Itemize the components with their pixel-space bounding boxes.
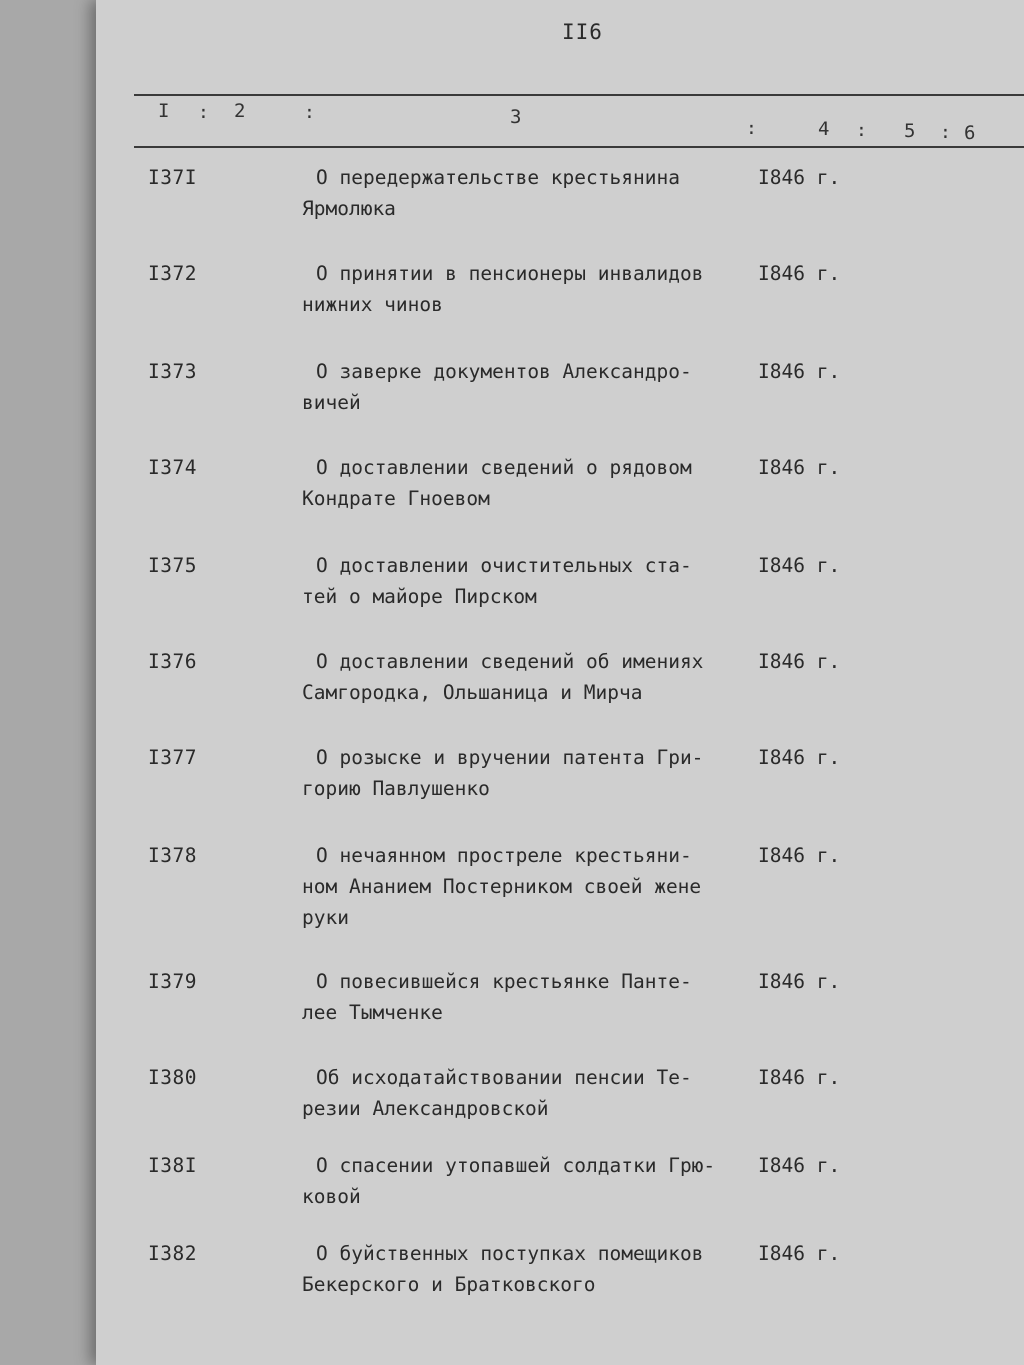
column-separator: :	[304, 102, 315, 123]
record-title	[302, 1062, 752, 1124]
column-header-4: 4	[818, 118, 830, 140]
column-header-1: I	[158, 100, 170, 122]
record-title-line: Бекерского и Братковского	[302, 1273, 596, 1296]
column-separator: :	[940, 122, 951, 143]
record-number: I37I	[148, 166, 197, 189]
record-number: I380	[148, 1066, 197, 1089]
record-title-line: О доставлении сведений о рядовом	[316, 456, 692, 479]
record-title	[302, 162, 752, 224]
page-number: II6	[562, 20, 603, 44]
record-year: I846 г.	[758, 1242, 841, 1265]
record-year: I846 г.	[758, 650, 841, 673]
record-title-line: Самгородка, Ольшаница и Мирча	[302, 681, 643, 704]
record-title-line: О доставлении сведений об имениях	[316, 650, 704, 673]
record-number: I376	[148, 650, 197, 673]
column-header-6: 6	[964, 122, 976, 144]
record-title-line: ном Ананием Постерником своей жене	[302, 875, 702, 898]
column-header-5: 5	[904, 120, 916, 142]
record-year: I846 г.	[758, 554, 841, 577]
column-header-3: 3	[510, 106, 522, 128]
record-number: I375	[148, 554, 197, 577]
record-year: I846 г.	[758, 1154, 841, 1177]
record-title-line: горию Павлушенко	[302, 777, 490, 800]
record-title-line: О доставлении очистительных ста-	[316, 554, 692, 577]
record-year: I846 г.	[758, 746, 841, 769]
record-title-line: ковой	[302, 1185, 361, 1208]
record-title	[302, 1238, 752, 1300]
record-title-line: Об исходатайствовании пенсии Те-	[316, 1066, 692, 1089]
column-separator: :	[198, 102, 209, 123]
column-separator: :	[856, 120, 867, 141]
record-title	[302, 550, 752, 612]
record-year: I846 г.	[758, 1066, 841, 1089]
record-number: I372	[148, 262, 197, 285]
record-title	[302, 966, 752, 1028]
record-year: I846 г.	[758, 360, 841, 383]
record-title	[302, 452, 752, 514]
record-title	[302, 356, 752, 418]
record-number: I373	[148, 360, 197, 383]
record-year: I846 г.	[758, 456, 841, 479]
document-page	[96, 0, 1024, 1365]
record-title-line: О нечаянном простреле крестьяни-	[316, 844, 692, 867]
record-number: I374	[148, 456, 197, 479]
record-title	[302, 646, 752, 708]
record-title	[302, 840, 752, 933]
record-number: I379	[148, 970, 197, 993]
record-title-line: О принятии в пенсионеры инвалидов	[316, 262, 704, 285]
record-title-line: резии Александровской	[302, 1097, 549, 1120]
record-number: I38I	[148, 1154, 197, 1177]
record-title-line: О спасении утопавшей солдатки Грю-	[316, 1154, 716, 1177]
record-title-line: О передержательстве крестьянина	[316, 166, 680, 189]
record-title	[302, 742, 752, 804]
record-year: I846 г.	[758, 166, 841, 189]
record-number: I382	[148, 1242, 197, 1265]
column-separator: :	[746, 118, 757, 139]
record-title-line: руки	[302, 906, 349, 929]
record-title-line: О повесившейся крестьянке Панте-	[316, 970, 692, 993]
record-title-line: нижних чинов	[302, 293, 443, 316]
column-header-2: 2	[234, 100, 246, 122]
record-title-line: тей о майоре Пирском	[302, 585, 537, 608]
record-year: I846 г.	[758, 262, 841, 285]
record-title-line: О розыске и вручении патента Гри-	[316, 746, 704, 769]
record-number: I377	[148, 746, 197, 769]
record-year: I846 г.	[758, 844, 841, 867]
record-title-line: О заверке документов Александро-	[316, 360, 692, 383]
header-bottom-rule	[134, 146, 1024, 148]
record-title	[302, 258, 752, 320]
record-title-line: Кондрате Гноевом	[302, 487, 490, 510]
record-year: I846 г.	[758, 970, 841, 993]
record-title-line: О буйственных поступках помещиков	[316, 1242, 704, 1265]
record-title-line: Ярмолюка	[302, 197, 396, 220]
record-title-line: лее Тымченке	[302, 1001, 443, 1024]
underlying-page-edge	[0, 0, 96, 1365]
record-number: I378	[148, 844, 197, 867]
record-title-line: вичей	[302, 391, 361, 414]
header-top-rule	[134, 94, 1024, 96]
record-title	[302, 1150, 752, 1212]
